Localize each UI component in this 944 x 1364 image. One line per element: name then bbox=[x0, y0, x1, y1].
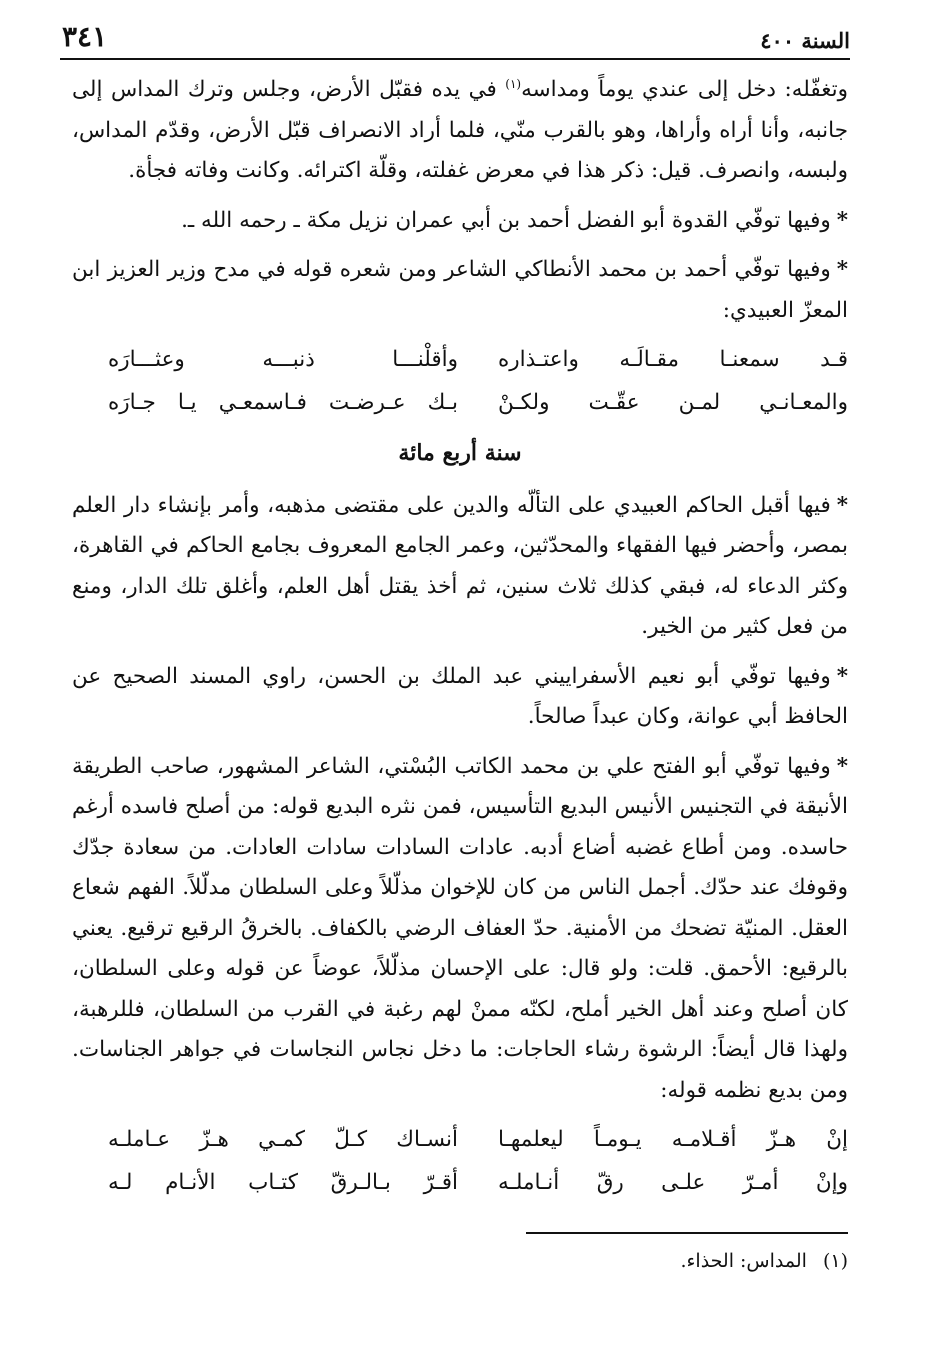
footnote-reference: (١) bbox=[505, 76, 522, 91]
bullet-star: * bbox=[836, 753, 848, 779]
verse-hemistich-right: وإنْ أمـرّ علـى رقّ أنـاملـه bbox=[498, 1169, 848, 1195]
paragraph-6: *وفيها توفّي أبو الفتح علي بن محمد الكاتب البُسْتي، الشاعر المشهور، صاحب الطريقة الأنيقة في التجنيس الأنيس البديع التأسيس، فمن نثره البديع قوله: من أصلح فاسده أرغم حاسده. ومن أطاع غضبه أضاع أدبه. عادات السادات سادات العادات. من سعادة جدّك وقوفك عند حدّك. أجمل الناس من كان للإخوان مذلّلاً وعلى السلطان مدلّلاً. الفهم شعاع العقل. المنيّة تضحك من الأمنية. حدّ العفاف الرضي بالكفاف. بالخرقُ الرقيع ترقيع. يعني بالرقيع: الأحمق. قلت: ولو قال: على الإحسان مذلّلاً، عوضاً عن قوله وعلى السلطان، كان أصلح وعند أهل الخير أملح، لكنّه ممنْ لهم رغبة في القرب من السلطان، فللرهبة، ولهذا قال أيضاً: الرشوة رشاء الحاجات: ما دخل نجاس النجاسات في جواهر الجناسات. ومن بديع نظمه قوله: bbox=[72, 753, 848, 1103]
verse-line bbox=[72, 1120, 848, 1161]
header-divider bbox=[60, 58, 850, 60]
footnote bbox=[680, 1250, 848, 1272]
paragraph-2: *وفيها توفّي القدوة أبو الفضل أحمد بن أبي عمران نزيل مكة ـ رحمه الله ـ. bbox=[181, 207, 848, 233]
bullet-star: * bbox=[836, 257, 848, 282]
page-number: ٣٤١ bbox=[62, 20, 108, 53]
verse-line bbox=[72, 340, 848, 381]
footnote-divider bbox=[526, 1232, 848, 1234]
verse-hemistich-right: إنْ هـزّ أقـلامـه يـومـاً ليعلمهـا bbox=[498, 1127, 848, 1152]
verse-hemistich-left: أنسـاك كـلّ كمـي هـزّ عـاملـه bbox=[108, 1127, 458, 1152]
poem-2 bbox=[72, 1120, 848, 1203]
bullet-star: * bbox=[836, 663, 848, 689]
paragraph-3: *وفيها توفّي أحمد بن محمد الأنطاكي الشاعر ومن شعره قوله في مدح وزير العزيز ابن المعزّ العبيدي: bbox=[72, 257, 848, 323]
verse-hemistich-left: بـك عـرضـت فـاسمعـي يـا جـارَه bbox=[108, 389, 458, 415]
verse-line bbox=[72, 383, 848, 424]
paragraph-1: وتغفّله: دخل إلى عندي يوماً ومداسه$^{(١)}$ في يده فقبّل الأرض، وجلس وترك المداس إلى جانبه، وأنا أراه وأراها، وهو بالقرب منّي، فلما أراد الانصراف قبّل الأرض، وقدّم المداس، ولبسه، وانصرف. قيل: ذكر هذا في معرض غفلته، وقلّة اكترائه. وكانت وفاته فجأة. bbox=[72, 76, 848, 183]
verse-hemistich-left: أقـرّ بـالـرقّ كتـاب الأنـام لـه bbox=[108, 1169, 458, 1195]
footnote-text: المداس: الحذاء. bbox=[680, 1250, 807, 1272]
footnote-number: (١) bbox=[822, 1250, 848, 1272]
verse-hemistich-left: وأقلْنـــا ذنبـــه وعثـــارَه bbox=[108, 347, 458, 372]
paragraph-5: *وفيها توفّي أبو نعيم الأسفراييني عبد الملك بن الحسن، راوي المسند الصحيح عن الحافظ أبي عوانة، وكان عبداً صالحاً. bbox=[72, 663, 848, 729]
verse-line bbox=[72, 1163, 848, 1204]
poem-1 bbox=[72, 340, 848, 423]
verse-hemistich-right: قـد سمعنـا مقـالَـه واعتـذاره bbox=[498, 347, 848, 372]
section-title: سنة أربع مائة bbox=[398, 440, 522, 466]
main-text bbox=[72, 70, 848, 1213]
running-header-year: السنة ٤٠٠ bbox=[760, 28, 850, 53]
bullet-star: * bbox=[836, 207, 848, 233]
verse-hemistich-right: والمعـانـي لمـن عقّـت ولكـنْ bbox=[498, 389, 848, 415]
paragraph-4: *فيها أقبل الحاكم العبيدي على التألّه والدين على مقتضى مذهبه، وأمر بإنشاء دار العلم بمصر، وأحضر فيها الفقهاء والمحدّثين، وعمر الجامع المعروف بجامع الحاكم في القاهرة، وكثر الدعاء له، فبقي كذلك ثلاث سنين، ثم أخذ يقتل أهل العلم، وأغلق تلك الدار، ومنع من فعل كثير من الخير. bbox=[72, 492, 848, 639]
bullet-star: * bbox=[836, 492, 848, 518]
